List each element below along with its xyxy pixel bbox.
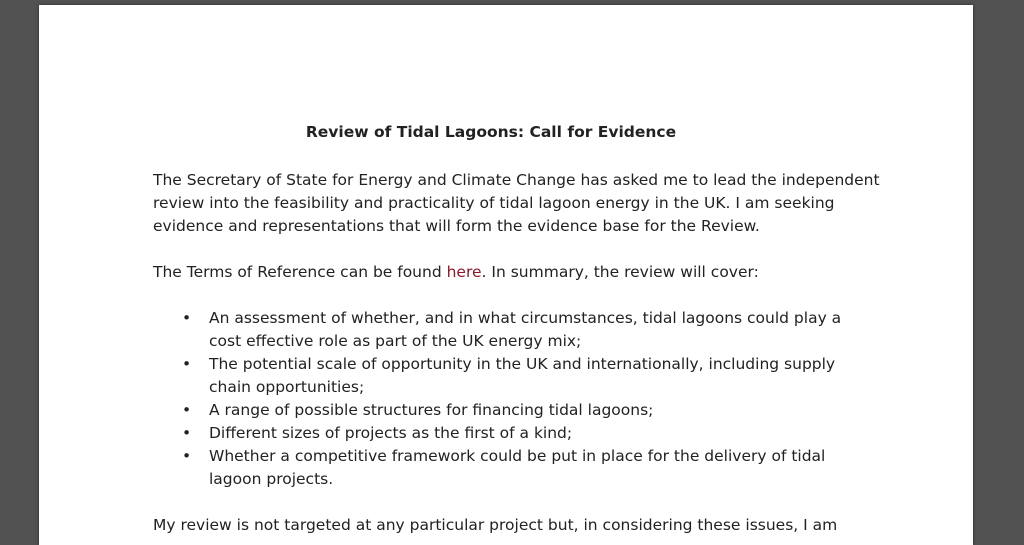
terms-text-after: . In summary, the review will cover: (481, 263, 759, 281)
list-item-line: An assessment of whether, and in what circumstances, tidal lagoons could play a (209, 309, 842, 327)
list-item (153, 399, 853, 422)
intro-paragraph (153, 169, 880, 238)
document-content (153, 121, 880, 537)
terms-paragraph (153, 261, 853, 284)
bullet-icon: • (182, 447, 192, 465)
bullet-icon: • (182, 401, 192, 419)
list-item (153, 307, 853, 353)
intro-line: The Secretary of State for Energy and Climate Change has asked me to lead the independent (153, 171, 880, 189)
list-item (153, 422, 853, 445)
bullet-icon: • (182, 424, 192, 442)
list-item-line: The potential scale of opportunity in the UK and internationally, including supply (209, 355, 836, 373)
terms-text-before: The Terms of Reference can be found (153, 263, 447, 281)
list-item-line: A range of possible structures for financing tidal lagoons; (209, 401, 654, 419)
list-item (153, 353, 853, 399)
terms-of-reference-link[interactable]: here (446, 263, 482, 281)
document-page (39, 5, 973, 545)
bullet-icon: • (182, 309, 192, 327)
list-item-line: Different sizes of projects as the first of a kind; (209, 424, 573, 442)
list-item-line: Whether a competitive framework could be put in place for the delivery of tidal (209, 447, 826, 465)
document-title: Review of Tidal Lagoons: Call for Evidence (305, 123, 677, 141)
review-scope-list (153, 307, 853, 491)
list-item-line: lagoon projects. (209, 470, 334, 488)
list-item (153, 445, 853, 491)
intro-line: evidence and representations that will form the evidence base for the Review. (153, 217, 760, 235)
bullet-icon: • (182, 355, 192, 373)
intro-line: review into the feasibility and practicality of tidal lagoon energy in the UK. I am seeking (153, 194, 835, 212)
list-item-line: cost effective role as part of the UK energy mix; (209, 332, 582, 350)
list-item-line: chain opportunities; (209, 378, 365, 396)
closing-line: My review is not targeted at any particular project but, in considering these issues, I am (153, 516, 838, 534)
